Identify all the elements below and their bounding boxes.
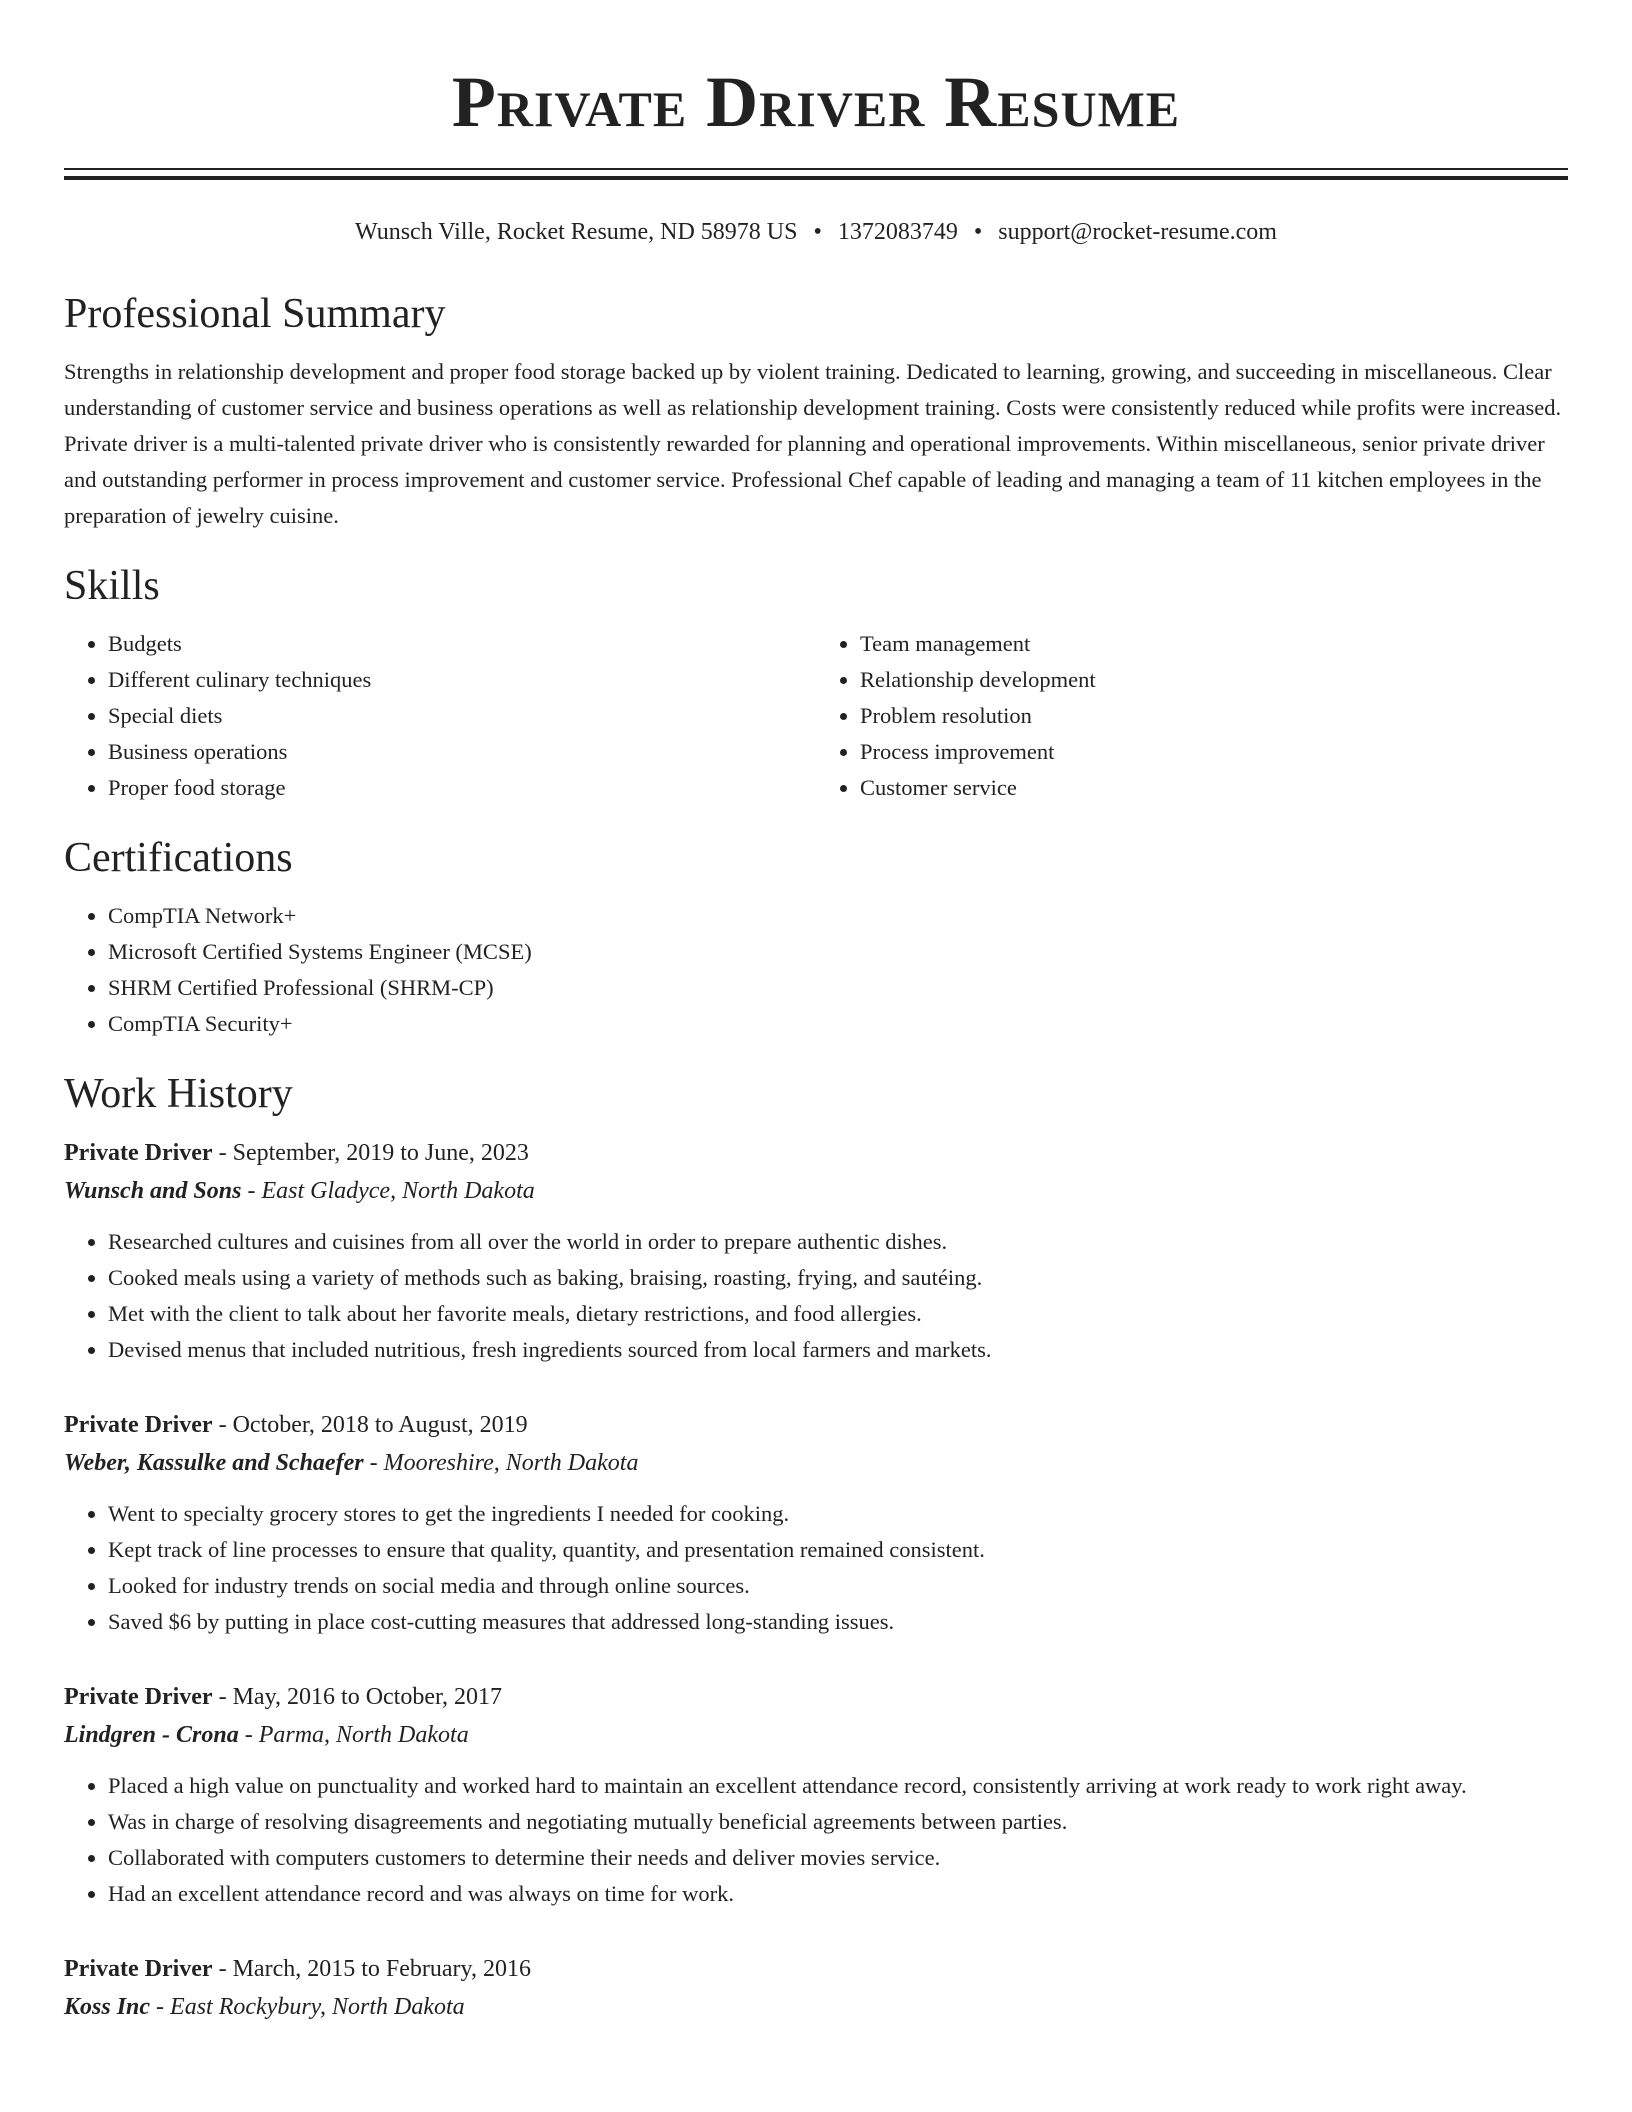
certifications-list <box>64 898 1568 1042</box>
job-company: Koss Inc <box>64 1994 151 2020</box>
title-divider-thick <box>64 176 1568 180</box>
job-role: Private Driver <box>64 1684 213 1710</box>
job-company: Weber, Kassulke and Schaefer <box>64 1450 364 1476</box>
job-company: Lindgren - Crona <box>64 1722 239 1748</box>
resume-title: Private Driver Resume <box>451 62 1181 142</box>
summary-heading: Professional Summary <box>64 291 446 337</box>
job-location: East Rockybury, North Dakota <box>170 1994 465 2020</box>
resume-page <box>64 0 1568 2026</box>
certification-item: • CompTIA Security+ <box>108 1006 1568 1042</box>
job-duty: • Was in charge of resolving disagreements and negotiating mutually beneficial agreements between parties. <box>108 1804 1568 1840</box>
skill-item: • Process improvement <box>860 734 1568 770</box>
job-duties-list <box>64 1768 1568 1912</box>
job-duty: • Kept track of line processes to ensure that quality, quantity, and presentation remained consistent. <box>108 1532 1568 1568</box>
job-header: Private Driver - May, 2016 to October, 2017 <box>64 1684 503 1710</box>
job-header: Private Driver - March, 2015 to February, 2016 <box>64 1956 531 1982</box>
job-duties-list <box>64 1496 1568 1640</box>
skill-item: • Team management <box>860 626 1568 662</box>
contact-address: Wunsch Ville, Rocket Resume, ND 58978 US <box>355 219 798 245</box>
contact-separator: • <box>973 219 983 245</box>
job-duty: • Had an excellent attendance record and was always on time for work. <box>108 1876 1568 1912</box>
skills-columns <box>64 626 1568 806</box>
job-duty: • Went to specialty grocery stores to get the ingredients I needed for cooking. <box>108 1496 1568 1532</box>
job-duty: • Placed a high value on punctuality and worked hard to maintain an excellent attendance record, consistently arriving at work ready to work right away. <box>108 1768 1568 1804</box>
job-entry <box>64 1950 1568 2026</box>
job-dates: May, 2016 to October, 2017 <box>232 1684 503 1710</box>
job-duties-list <box>64 1224 1568 1368</box>
job-employer: Koss Inc - East Rockybury, North Dakota <box>64 1994 465 2020</box>
job-entry <box>64 1678 1568 1912</box>
job-entry <box>64 1406 1568 1640</box>
job-role: Private Driver <box>64 1412 213 1438</box>
contact-email: support@rocket-resume.com <box>998 219 1277 245</box>
contact-line <box>64 216 1568 248</box>
job-dates: October, 2018 to August, 2019 <box>232 1412 528 1438</box>
certification-item: • CompTIA Network+ <box>108 898 1568 934</box>
skill-item: • Special diets <box>108 698 816 734</box>
work-history-heading: Work History <box>64 1071 293 1117</box>
skill-item: • Different culinary techniques <box>108 662 816 698</box>
job-dates: September, 2019 to June, 2023 <box>232 1140 529 1166</box>
job-location: Mooreshire, North Dakota <box>383 1450 639 1476</box>
summary-text: Strengths in relationship development and proper food storage backed up by violent training. Dedicated to learning, growing, and succeeding in miscellaneous. Clear understanding of customer service and business operations as well as relationship development training. Costs were consistently reduced while profits were increased. Private driver is a multi-talented private driver who is consistently rewarded for planning and operational improvements. Within miscellaneous, senior private driver and outstanding performer in process improvement and customer service. Professional Chef capable of leading and managing a team of 11 kitchen employees in the preparation of jewelry cuisine. <box>64 359 1562 528</box>
job-role: Private Driver <box>64 1956 213 1982</box>
contact-phone: 1372083749 <box>837 219 958 245</box>
skill-item: • Proper food storage <box>108 770 816 806</box>
skill-item: • Customer service <box>860 770 1568 806</box>
job-duty: • Cooked meals using a variety of methods such as baking, braising, roasting, frying, and sautéing. <box>108 1260 1568 1296</box>
contact-separator: • <box>813 219 822 245</box>
title-divider-thin <box>64 168 1568 170</box>
skill-item: • Relationship development <box>860 662 1568 698</box>
certification-item: • Microsoft Certified Systems Engineer (MCSE) <box>108 934 1568 970</box>
skill-item: • Budgets <box>108 626 816 662</box>
job-company: Wunsch and Sons <box>64 1178 242 1204</box>
skills-list-right <box>816 626 1568 806</box>
certifications-heading: Certifications <box>64 835 293 881</box>
job-duty: • Collaborated with computers customers to determine their needs and deliver movies service. <box>108 1840 1568 1876</box>
job-role: Private Driver <box>64 1140 213 1166</box>
job-dates: March, 2015 to February, 2016 <box>232 1956 531 1982</box>
job-employer: Wunsch and Sons - East Gladyce, North Dakota <box>64 1178 535 1204</box>
job-duty: • Looked for industry trends on social media and through online sources. <box>108 1568 1568 1604</box>
skill-item: • Business operations <box>108 734 816 770</box>
job-location: East Gladyce, North Dakota <box>261 1178 535 1204</box>
job-duty: • Devised menus that included nutritious, fresh ingredients sourced from local farmers and markets. <box>108 1332 1568 1368</box>
job-location: Parma, North Dakota <box>258 1722 469 1748</box>
job-duty: • Researched cultures and cuisines from all over the world in order to prepare authentic dishes. <box>108 1224 1568 1260</box>
job-duty: • Saved $6 by putting in place cost-cutting measures that addressed long-standing issues. <box>108 1604 1568 1640</box>
job-header: Private Driver - September, 2019 to June, 2023 <box>64 1140 529 1166</box>
job-employer: Weber, Kassulke and Schaefer - Mooreshire, North Dakota <box>64 1450 639 1476</box>
job-entry <box>64 1134 1568 1368</box>
job-header: Private Driver - October, 2018 to August, 2019 <box>64 1412 528 1438</box>
skill-item: • Problem resolution <box>860 698 1568 734</box>
skills-heading: Skills <box>64 563 160 609</box>
job-duty: • Met with the client to talk about her favorite meals, dietary restrictions, and food allergies. <box>108 1296 1568 1332</box>
certification-item: • SHRM Certified Professional (SHRM-CP) <box>108 970 1568 1006</box>
skills-list-left <box>64 626 816 806</box>
job-employer: Lindgren - Crona - Parma, North Dakota <box>64 1722 469 1748</box>
